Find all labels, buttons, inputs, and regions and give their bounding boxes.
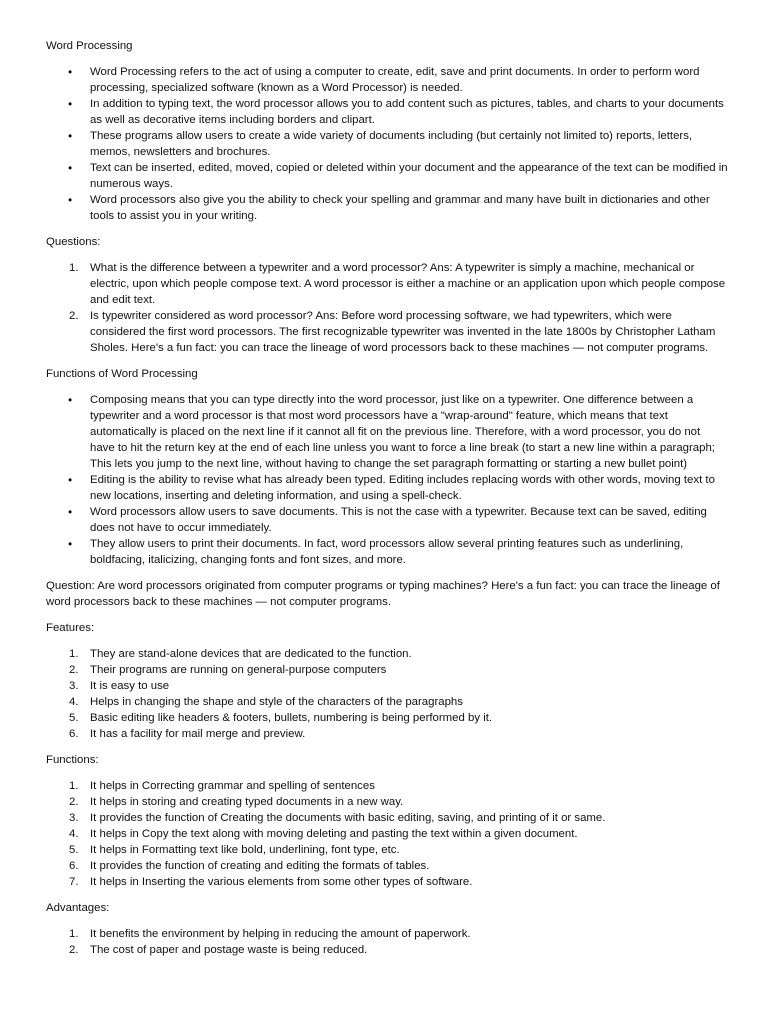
questions-list: [46, 260, 728, 356]
list-item: 4. Helps in changing the shape and style of the characters of the paragraphs: [69, 696, 463, 708]
bullet-icon: •: [68, 97, 73, 111]
list-item: 2. The cost of paper and postage waste is being reduced.: [69, 944, 368, 956]
list-item: • Composing means that you can type directly into the word processor, just like on a typewriter. One difference between a typewriter and a word processor is that most word processors have a "wrap-around" feature, which means that text automatically is placed on the next line if it cannot all fit on the previous line. Therefore, with a word processor, you do not have to hit the return key at the end of each line unless you want to force a line break (to start a new line within a paragraph; This lets you jump to the next line, without having to change the set paragraph formatting or starting a new bullet point): [68, 393, 715, 470]
bullet-icon: •: [68, 537, 73, 551]
bullet-icon: •: [68, 393, 73, 407]
question-paragraph: Question: Are word processors originated from computer programs or typing machines? Here's a fun fact: you can trace the lineage of word processors back to these machines — not computer programs.: [46, 580, 720, 608]
functions-of-wp-list: [46, 392, 728, 568]
functions-list: [46, 778, 728, 890]
list-item: 2. Is typewriter considered as word processor? Ans: Before word processing software, we had typewriters, which were considered the first word processors. The first recognizable typewriter was invented in the late 1800s by Christopher Latham Sholes. Here's a fun fact: you can trace the lineage of word processors back to these machines — not computer programs.: [69, 310, 716, 354]
list-item: 5. Basic editing like headers & footers, bullets, numbering is being performed by it.: [69, 712, 493, 724]
list-item: 5. It helps in Formatting text like bold, underlining, font type, etc.: [69, 844, 400, 856]
heading-questions: Questions:: [46, 236, 101, 248]
list-item: • These programs allow users to create a wide variety of documents including (but certainly not limited to) reports, letters, memos, newsletters and brochures.: [68, 129, 693, 158]
heading-functions: Functions:: [46, 754, 99, 766]
bullet-icon: •: [68, 505, 73, 519]
list-item: 1. They are stand-alone devices that are dedicated to the function.: [69, 648, 412, 660]
list-item: 2. It helps in storing and creating typed documents in a new way.: [69, 796, 404, 808]
heading-advantages: Advantages:: [46, 902, 110, 914]
list-item: 3. It provides the function of Creating the documents with basic editing, saving, and printing of it or same.: [69, 812, 606, 824]
list-item: • Word processors allow users to save documents. This is not the case with a typewriter. Because text can be saved, editing does not have to occur immediately.: [68, 505, 707, 534]
bullet-icon: •: [68, 161, 73, 175]
list-item: 4. It helps in Copy the text along with moving deleting and pasting the text within a given document.: [69, 828, 578, 840]
list-item: 2. Their programs are running on general-purpose computers: [69, 664, 387, 676]
list-item: • They allow users to print their documents. In fact, word processors allow several printing features such as underlining, boldfacing, italicizing, changing fonts and font sizes, and more.: [68, 537, 684, 566]
bullet-icon: •: [68, 129, 73, 143]
heading-features: Features:: [46, 622, 95, 634]
list-item: • In addition to typing text, the word processor allows you to add content such as pictures, tables, and charts to your documents as well as decorative items including borders and clipart.: [68, 97, 724, 126]
word-processing-list: [46, 64, 728, 224]
list-item: • Word processors also give you the ability to check your spelling and grammar and many have built in dictionaries and other tools to assist you in your writing.: [68, 193, 710, 222]
list-item: • Editing is the ability to revise what has already been typed. Editing includes replacing words with other words, moving text to new locations, inserting and deleting information, and using a spell-check.: [68, 473, 715, 502]
heading-word-processing: Word Processing: [46, 40, 133, 52]
list-item: 1. What is the difference between a typewriter and a word processor? Ans: A typewriter is simply a machine, mechanical or electric, upon which people compose text. A word processor is either a machine or an application upon which people compose and edit text.: [69, 262, 726, 306]
list-item: 1. It benefits the environment by helping in reducing the amount of paperwork.: [69, 928, 471, 940]
list-item: • Word Processing refers to the act of using a computer to create, edit, save and print documents. In order to perform word processing, specialized software (known as a Word Processor) is needed.: [68, 65, 700, 94]
heading-functions-of-word-processing: Functions of Word Processing: [46, 368, 198, 380]
bullet-icon: •: [68, 65, 73, 79]
list-item: • Text can be inserted, edited, moved, copied or deleted within your document and the appearance of the text can be modified in numerous ways.: [68, 161, 728, 190]
list-item: 7. It helps in Inserting the various elements from some other types of software.: [69, 876, 473, 888]
list-item: 6. It provides the function of creating and editing the formats of tables.: [69, 860, 430, 872]
list-item: 1. It helps in Correcting grammar and spelling of sentences: [69, 780, 375, 792]
advantages-list: [46, 926, 728, 958]
features-list: [46, 646, 728, 742]
bullet-icon: •: [68, 473, 73, 487]
list-item: 3. It is easy to use: [69, 680, 170, 692]
bullet-icon: •: [68, 193, 73, 207]
list-item: 6. It has a facility for mail merge and preview.: [69, 728, 306, 740]
